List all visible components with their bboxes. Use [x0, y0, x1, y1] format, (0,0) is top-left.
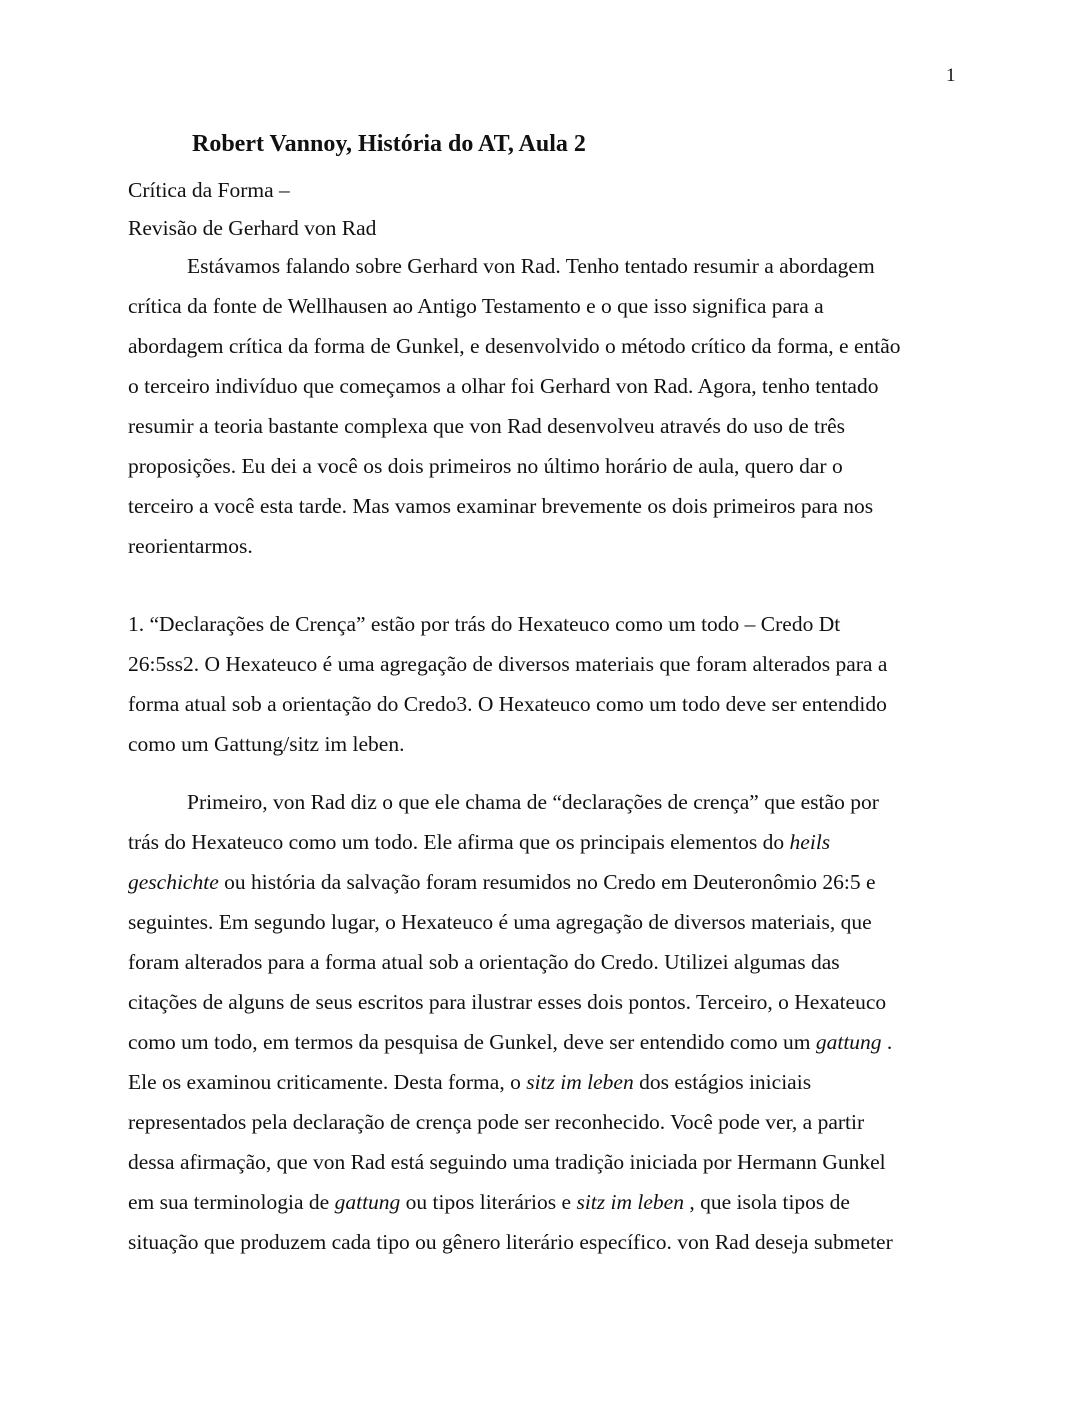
paragraph-line [128, 1188, 850, 1216]
paragraph-line: dessa afirmação, que von Rad está seguindo uma tradição iniciada por Hermann Gunkel [128, 1150, 886, 1174]
heading-von-rad-review: Revisão de Gerhard von Rad [128, 216, 377, 240]
paragraph-line: terceiro a você esta tarde. Mas vamos examinar brevemente os dois primeiros para nos [128, 494, 874, 518]
paragraph-line: crítica da fonte de Wellhausen ao Antigo Testamento e o que isso significa para a [128, 294, 824, 318]
text-run: trás do Hexateuco como um todo. Ele afirma que os principais elementos do [128, 830, 790, 854]
page-number: 1 [946, 65, 956, 86]
text-run: ou história da salvação foram resumidos no Credo em Deuteronômio 26:5 e [218, 870, 876, 894]
text-run: em sua terminologia de [128, 1190, 335, 1214]
paragraph-line: representados pela declaração de crença pode ser reconhecido. Você pode ver, a partir [128, 1110, 865, 1134]
paragraph-line: situação que produzem cada tipo ou gênero literário específico. von Rad deseja submeter [128, 1230, 893, 1254]
italic-term: geschichte [128, 870, 219, 894]
text-run: . [881, 1030, 893, 1054]
paragraph-line: forma atual sob a orientação do Credo3. O Hexateuco como um todo deve ser entendido [128, 692, 887, 716]
text-run: , que isola tipos de [683, 1190, 850, 1214]
italic-term: sitz im leben [526, 1070, 634, 1094]
text-run: como um todo, em termos da pesquisa de Gunkel, deve ser entendido como um [128, 1030, 816, 1054]
paragraph-line: reorientarmos. [128, 534, 253, 558]
italic-term: gattung [815, 1030, 882, 1054]
paragraph-line: 26:5ss2. O Hexateuco é uma agregação de diversos materiais que foram alterados para a [128, 652, 888, 676]
paragraph-line: abordagem crítica da forma de Gunkel, e desenvolvido o método crítico da forma, e então [128, 334, 901, 358]
text-run: Ele os examinou criticamente. Desta forma, o [128, 1070, 527, 1094]
heading-form-criticism: Crítica da Forma – [128, 178, 290, 202]
italic-term: heils [789, 830, 831, 854]
paragraph-line: foram alterados para a forma atual sob a orientação do Credo. Utilizei algumas das [128, 950, 840, 974]
document-title: Robert Vannoy, História do AT, Aula 2 [192, 131, 586, 157]
paragraph-line: Estávamos falando sobre Gerhard von Rad. Tenho tentado resumir a abordagem [187, 254, 875, 278]
paragraph-line: 1. “Declarações de Crença” estão por trás do Hexateuco como um todo – Credo Dt [128, 612, 841, 636]
text-run: ou tipos literários e [400, 1190, 577, 1214]
paragraph-line [128, 828, 830, 856]
text-run: dos estágios iniciais [633, 1070, 812, 1094]
paragraph-line [128, 1028, 892, 1056]
paragraph-line [128, 1068, 811, 1096]
italic-term: gattung [334, 1190, 401, 1214]
italic-term: sitz im leben [576, 1190, 684, 1214]
paragraph-line: proposições. Eu dei a você os dois primeiros no último horário de aula, quero dar o [128, 454, 843, 478]
paragraph-line: como um Gattung/sitz im leben. [128, 732, 405, 756]
paragraph-line: seguintes. Em segundo lugar, o Hexateuco é uma agregação de diversos materiais, que [128, 910, 872, 934]
paragraph-line: o terceiro indivíduo que começamos a olhar foi Gerhard von Rad. Agora, tenho tentado [128, 374, 879, 398]
paragraph-line [128, 868, 876, 896]
paragraph-line: citações de alguns de seus escritos para ilustrar esses dois pontos. Terceiro, o Hexateuco [128, 990, 887, 1014]
paragraph-line: resumir a teoria bastante complexa que von Rad desenvolveu através do uso de três [128, 414, 846, 438]
paragraph-line: Primeiro, von Rad diz o que ele chama de “declarações de crença” que estão por [187, 790, 879, 814]
